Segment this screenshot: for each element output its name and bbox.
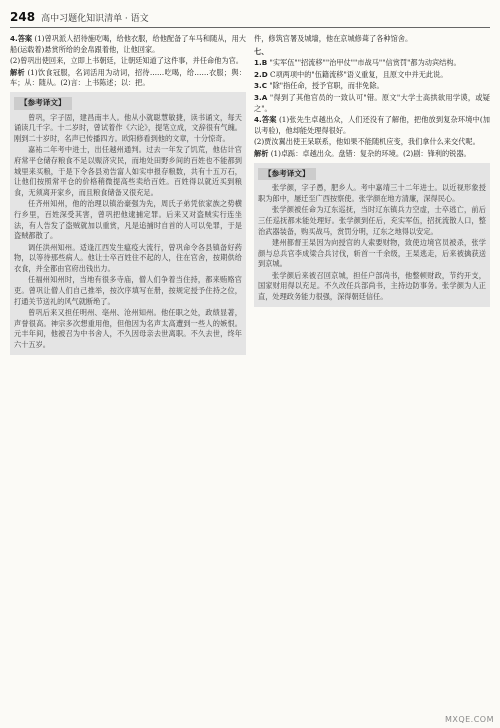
- answer-text: C项两项中的"伍籍流移"语义重复，且原文中并无此说。: [270, 69, 448, 79]
- answer-number: 4.答案: [254, 115, 277, 125]
- translation-block: [254, 163, 490, 307]
- translation-paragraph: 张学颜后来被召回京城，担任户部尚书，他整顿财政，节约开支，国家财用得以充足。不久改任兵部尚书，主持边防事务。张学颜为人正直，处理政务能力很强，深得朝廷信任。: [258, 270, 486, 302]
- left-column: [10, 34, 246, 709]
- translation-title: 【参考译文】: [14, 97, 72, 110]
- answer-4-line1: [10, 34, 246, 55]
- answer-item: [254, 70, 490, 81]
- answer-text: (2)贾汝翼出使王呆联系，他如果不能随机应变，我们拿什么来交代呢。: [254, 137, 480, 147]
- right-column: [254, 34, 490, 709]
- answer-text: (1)曾巩派人招待施吃喝，给他衣服，给他配备了车马和随从，用大船(运载着)悬赏所给的金帛跟着他，让他回家。: [10, 34, 246, 54]
- translation-paragraph: 曾巩，字子固，建昌南丰人。他从小就聪慧敏捷，读书诵文，每天诵读几千字。十二岁时，曾试着作《六论》，提笔立成，文辞很有气魄。刚到二十岁时，名声已传播四方。欧阳修看到他的文章，十分惊奇。: [14, 112, 242, 143]
- book-title: 高中习题化知识清单 · 语文: [41, 13, 149, 24]
- analysis-block: [10, 68, 246, 89]
- answer-text: "除"指任命，授予官职，而非免除。: [269, 81, 384, 91]
- answer-item: [254, 93, 490, 114]
- translation-paragraph: 任齐州知州，他的治理以镇治豪强为先，周氏子弟凭依家族之势横行乡里，百姓深受其害，曾巩把他逮捕定罪。后来又对盗贼实行连坐法，有人告发了盗贼就加以重赏，凡是追捕时自首的人可以免罪，于是盗贼都散了。: [14, 199, 242, 241]
- translation-block: [10, 92, 246, 355]
- answer-item: [254, 137, 490, 148]
- header-divider: [10, 27, 490, 28]
- answer-text: "实军伍""招流移""治甲仗""市战马""信赏罚"都为动宾结构。: [269, 58, 461, 68]
- translation-paragraph: 嘉祐二年考中进士，出任越州通判。过去一年发了饥荒，他估计官府常平仓储存粮食不足以赈济灾民，而地处田野乡间的百姓也不能都到城里来买粮，于是下令各县劝告富人如实申报存粮数，共有十五万石，让他们按照常平仓的价格稍微提高些卖给百姓。百姓得以就近买到粮食，无须离开家乡，而且粮食储备又很充足。: [14, 145, 242, 197]
- translation-title: 【参考译文】: [258, 168, 316, 181]
- analysis-block: [254, 149, 490, 160]
- translation-paragraph: 调任洪州知州。适逢江西发生瘟疫大流行，曾巩命令各县镇备好药物，以等待那些病人。他让士卒百姓住不起的人，住在官舍，按期供给衣食，并全都由官府出钱出力。: [14, 242, 242, 273]
- answer-number: 4.答案: [10, 34, 33, 43]
- answer-text: (1)张先生卓越出众，人们还没有了解他，把他放到复杂环境中(加以考验)，他却能处理得很好。: [254, 115, 490, 135]
- section-heading: 七、: [254, 46, 269, 56]
- continued-text: 件，修筑官署及城墙，他在京城修葺了各种馆舍。: [254, 34, 413, 43]
- answer-number: 1.B: [254, 58, 268, 68]
- translation-paragraph: 建州都督王杲因为向授官的人索要财物，致使边境官员被杀，张学颜与总兵官李成梁合兵讨伐，斩首一千余级，王杲逃走，后来被擒获送到京城。: [258, 238, 486, 269]
- translation-paragraph: 任福州知州时，当地有很多寺庙，僧人们争着当住持，都来贿赂官吏。曾巩让僧人们自己推举，按次序填写在册，按规定授予住持之位，打通关节送礼的风气就断绝了。: [14, 275, 242, 306]
- page-number: 248: [10, 10, 36, 24]
- answer-4-line2: (2)曾巩出使回来，立即上书朝廷，让朝廷知道了这件事，并任命他为官。: [10, 56, 243, 66]
- answer-number: 2.D: [254, 69, 268, 79]
- answer-item: [254, 58, 490, 69]
- answer-item: [254, 115, 490, 136]
- answer-item: [254, 81, 490, 92]
- translation-paragraph: 张学颜，字子愚，肥乡人。考中嘉靖三十二年进士。以近视形象授职为郎中，屡迁至广西按察使。张学颜在地方清廉，深得民心。: [258, 183, 486, 203]
- translation-paragraph: 曾巩后来又担任明州、亳州、沧州知州。他任职之处，政绩显著，声誉很高。神宗多次想重用他，但他因为名声太高遭到一些人的嫉恨。元丰年间，他被召为中书舍人，不久因母亲去世离职。不久去世，终年六十五岁。: [14, 308, 242, 350]
- answer-number: 3.A: [254, 92, 268, 102]
- answer-text: "得到了其他官员的一致认可"错。原文"大学士高拱欲用学谟，或疑之"。: [254, 92, 490, 113]
- answer-number: 3.C: [254, 81, 268, 91]
- watermark: MXQE.COM: [444, 715, 494, 724]
- page-header: [10, 8, 490, 26]
- analysis-text: (1)卓跞：卓越出众。盘错：复杂的环境。(2)剧：锋利的锐器。: [270, 148, 471, 158]
- analysis-text: (1)饮食冠服，名词活用为动词，招待……吃喝，给……衣服；舆：车；从：随从。(2)言：上书陈述；以：把。: [10, 67, 246, 88]
- analysis-label: 解析: [254, 148, 269, 158]
- translation-paragraph: 张学颜被任命为辽东巡抚，当时辽东镇兵力空虚，士卒逃亡，前后三任巡抚都未能处理好。张学颜到任后，充实军伍，招抚流散人口，整治武器装备，购买战马，赏罚分明，辽东之地得以安定。: [258, 205, 486, 236]
- analysis-label: 解析: [10, 67, 25, 77]
